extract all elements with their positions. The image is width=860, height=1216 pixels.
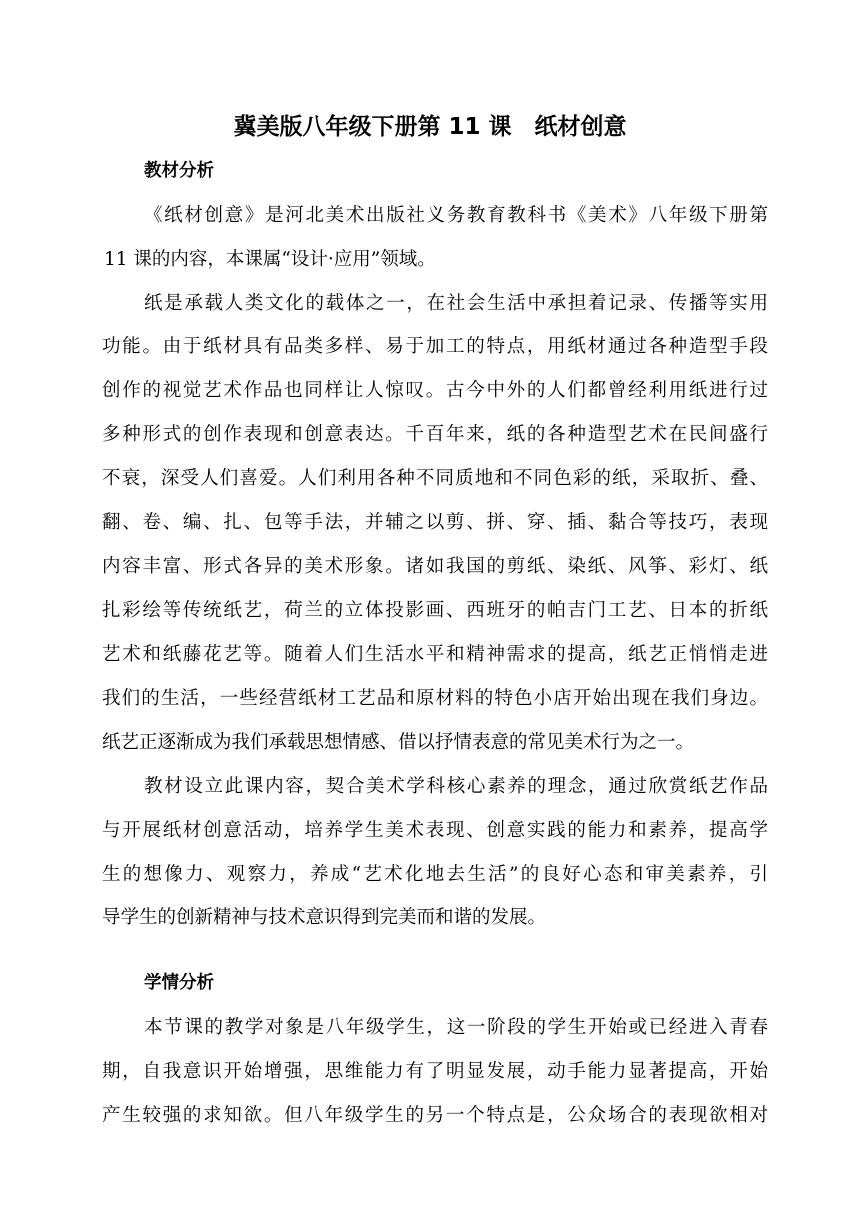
section-heading-student-analysis: 学情分析 [144,973,214,993]
paragraph-line: 纸是承载人类文化的载体之一，在社会生活中承担着记录、传播等实用 [144,293,768,314]
paragraph-line: 纸艺正逐渐成为我们承载思想情感、借以抒情表意的常见美术行为之一。 [102,732,695,753]
paragraph-line: 多种形式的创作表现和创意表达。千百年来，纸的各种造型艺术在民间盛行 [102,424,768,445]
paragraph-line: 功能。由于纸材具有品类多样、易于加工的特点，用纸材通过各种造型手段 [102,336,768,357]
paragraph-line: 我们的生活，一些经营纸材工艺品和原材料的特色小店开始出现在我们身边。 [102,688,768,709]
paragraph-line: 与开展纸材创意活动，培养学生美术表现、创意实践的能力和素养，提高学 [102,820,768,841]
paragraph-line: 艺术和纸藤花艺等。随着人们生活水平和精神需求的提高，纸艺正悄悄走进 [102,644,768,665]
paragraph-line: 生的想像力、观察力，养成“艺术化地去生活”的良好心态和审美素养，引 [102,864,768,885]
paragraph-line: 创作的视觉艺术作品也同样让人惊叹。古今中外的人们都曾经利用纸进行过 [102,380,768,401]
paragraph-line: 不衰，深受人们喜爱。人们利用各种不同质地和不同色彩的纸，采取折、叠、 [102,468,768,489]
paragraph-line: 期，自我意识开始增强，思维能力有了明显发展，动手能力显著提高，开始 [102,1061,768,1082]
paragraph-line: 教材设立此课内容，契合美术学科核心素养的理念，通过欣赏纸艺作品 [144,776,768,797]
paragraph-line: 产生较强的求知欲。但八年级学生的另一个特点是，公众场合的表现欲相对 [102,1105,768,1126]
paragraph-line: 扎彩绘等传统纸艺，荷兰的立体投影画、西班牙的帕吉门工艺、日本的折纸 [102,600,768,621]
paragraph-line: 本节课的教学对象是八年级学生，这一阶段的学生开始或已经进入青春 [144,1017,768,1038]
paragraph-line: 11 课的内容，本课属“设计·应用”领域。 [104,249,436,270]
document-title: 冀美版八年级下册第 11 课 纸材创意 [233,114,627,140]
paragraph-line: 《纸材创意》是河北美术出版社义务教育教科书《美术》八年级下册第 [144,205,768,226]
section-heading-textbook-analysis: 教材分析 [144,161,214,181]
paragraph-line: 导学生的创新精神与技术意识得到完美而和谐的发展。 [102,907,547,928]
paragraph-line: 内容丰富、形式各异的美术形象。诸如我国的剪纸、染纸、风筝、彩灯、纸 [102,556,768,577]
paragraph-line: 翻、卷、编、扎、包等手法，并辅之以剪、拼、穿、插、黏合等技巧，表现 [102,512,768,533]
